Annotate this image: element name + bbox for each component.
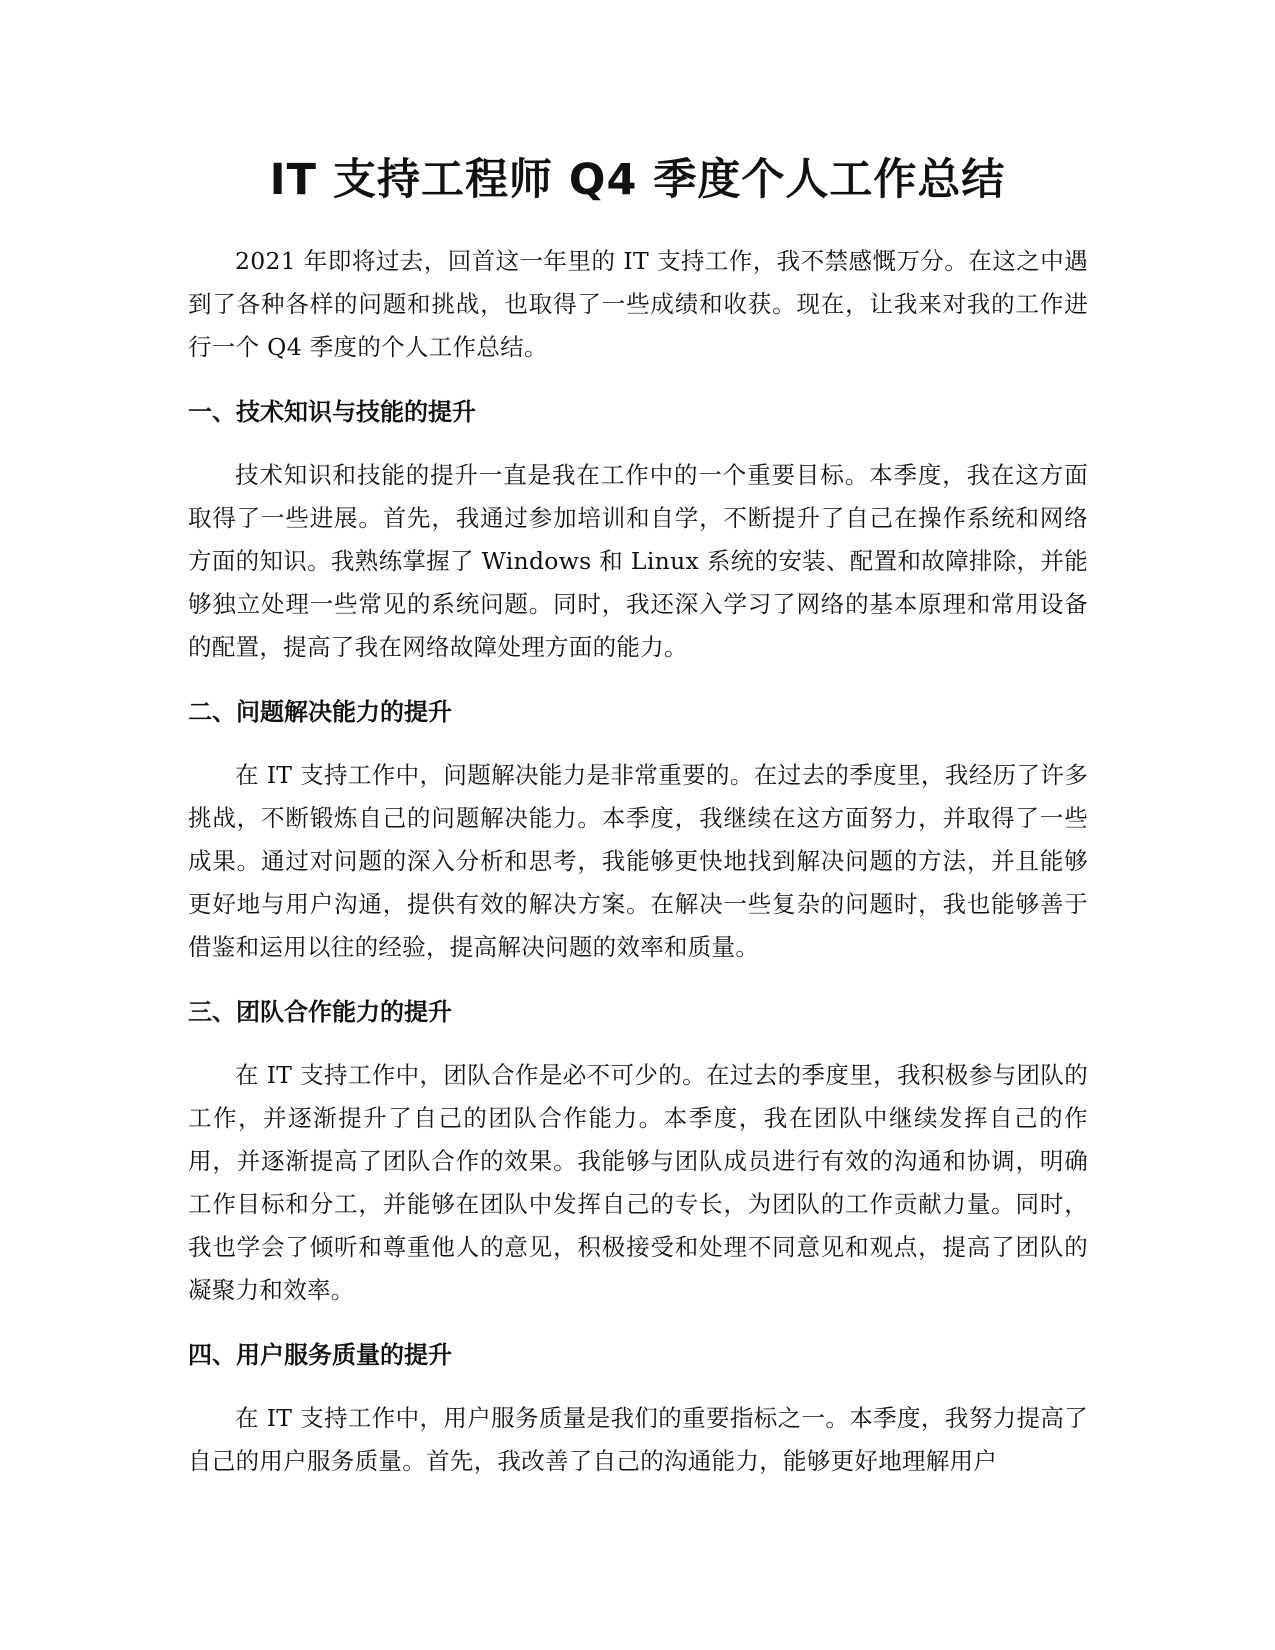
section-paragraph: 在 IT 支持工作中，团队合作是必不可少的。在过去的季度里，我积极参与团队的工作，并逐渐提升了自己的团队合作能力。本季度，我在团队中继续发挥自己的作用，并逐渐提高了团队合作的效果。我能够与团队成员进行有效的沟通和协调，明确工作目标和分工，并能够在团队中发挥自己的专长，为团队的工作贡献力量。同时，我也学会了倾听和尊重他人的意见，积极接受和处理不同意见和观点，提高了团队的凝聚力和效率。 [188,1061,1088,1304]
section-heading: 二、问题解决能力的提升 [188,698,452,726]
document-body [188,240,1088,1505]
section-paragraph: 技术知识和技能的提升一直是我在工作中的一个重要目标。本季度，我在这方面取得了一些进展。首先，我通过参加培训和自学，不断提升了自己在操作系统和网络方面的知识。我熟练掌握了 Windows 和 Linux 系统的安装、配置和故障排除，并能够独立处理一些常见的系统问题。同时，我还深入学习了网络的基本原理和常用设备的配置，提高了我在网络故障处理方面的能力。 [188,461,1088,661]
section-paragraph: 在 IT 支持工作中，问题解决能力是非常重要的。在过去的季度里，我经历了许多挑战，不断锻炼自己的问题解决能力。本季度，我继续在这方面努力，并取得了一些成果。通过对问题的深入分析和思考，我能够更快地找到解决问题的方法，并且能够更好地与用户沟通，提供有效的解决方案。在解决一些复杂的问题时，我也能够善于借鉴和运用以往的经验，提高解决问题的效率和质量。 [188,761,1088,961]
section-technical-skills [188,391,1088,669]
section-paragraph: 在 IT 支持工作中，用户服务质量是我们的重要指标之一。本季度，我努力提高了自己的用户服务质量。首先，我改善了自己的沟通能力，能够更好地理解用户 [188,1404,1088,1475]
section-heading: 一、技术知识与技能的提升 [188,398,476,426]
document-title: IT 支持工程师 Q4 季度个人工作总结 [269,155,1006,205]
section-heading: 四、用户服务质量的提升 [188,1341,452,1369]
intro-paragraph: 2021 年即将过去，回首这一年里的 IT 支持工作，我不禁感慨万分。在这之中遇到了各种各样的问题和挑战，也取得了一些成绩和收获。现在，让我来对我的工作进行一个 Q4 季度的个人工作总结。 [188,247,1088,361]
section-user-service [188,1334,1088,1483]
section-heading: 三、团队合作能力的提升 [188,998,452,1026]
section-teamwork [188,991,1088,1312]
section-problem-solving [188,691,1088,969]
